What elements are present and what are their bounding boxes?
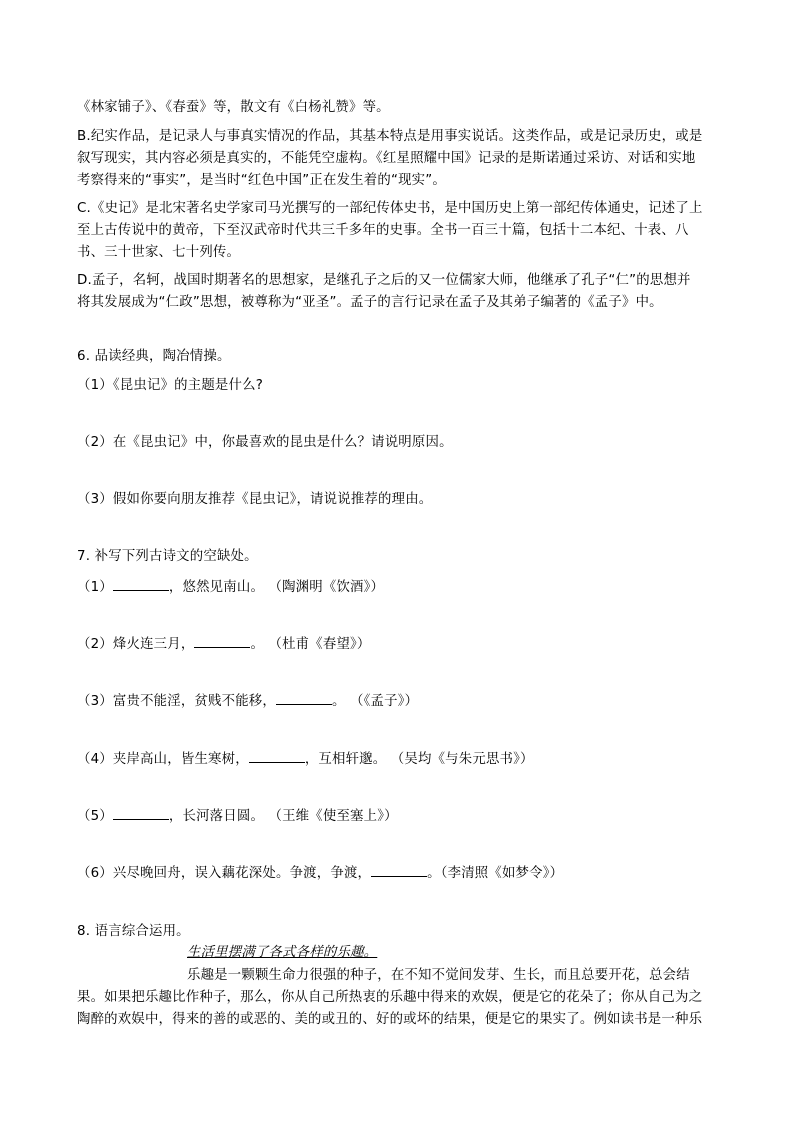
option-b-line-1: B.纪实作品，是记录人与事真实情况的作品，其基本特点是用事实说话。这类作品，或是记录历史，或是 [77,129,703,144]
fill-blank[interactable] [371,862,427,877]
sentence-suffix: 。 （杜甫《春望》） [250,637,371,652]
option-c-line-1: C.《史记》是北宋著名史学家司马光撰写的一部纪传体史书，是中国历史上第一部纪传体通史，记述了上 [77,201,703,216]
passage-line-1: 乐趣是一颗颗生命力很强的种子，在不知不觉间发芽、生长，而且总要开花，总会结 [187,968,690,983]
question-7-sentence-6 [77,862,717,884]
sentence-suffix: ，悠然见南山。 （陶渊明《饮酒》） [168,580,385,595]
fill-blank[interactable] [113,576,169,591]
sentence-prefix: （2）烽火连三月， [77,637,195,652]
option-b-line-2: 叙写现实，其内容必须是真实的，不能凭空虚构。《红星照耀中国》记录的是斯诺通过采访、对话和实地 [77,151,696,166]
sentence-suffix: 。（李清照《如梦令》） [427,866,564,881]
question-8-title: 8. 语言综合运用。 [77,924,190,939]
question-7-title: 7. 补写下列古诗文的空缺处。 [77,549,258,564]
option-d-line-2: 将其发展成为“仁政”思想，被尊称为“亚圣”。孟子的言行记录在孟子及其弟子编著的《孟子》中。 [77,295,663,310]
question-6-title: 6. 品读经典，陶冶情操。 [77,349,231,364]
option-c-line-2: 至上古传说中的黄帝，下至汉武帝时代共三千多年的史事。全书一百三十篇，包括十二本纪、十表、八 [77,223,689,238]
sentence-prefix: （6）兴尽晚回舟，误入藕花深处。争渡，争渡， [77,866,372,881]
passage-title: 生活里摆满了各式各样的乐趣。 [187,945,378,960]
sentence-suffix: ，长河落日圆。 （王维《使至塞上》） [168,809,398,824]
fill-blank[interactable] [113,805,169,820]
question-7-sentence-1 [77,576,717,598]
option-c-line-3: 书、三十世家、七十列传。 [77,245,241,260]
sentence-prefix: （4）夹岸高山，皆生寒树， [77,752,249,767]
question-6-sub-3: （3）假如你要向朋友推荐《昆虫记》，请说说推荐的理由。 [77,492,433,507]
sentence-prefix: （5） [77,809,113,824]
question-7-sentence-3 [77,690,717,712]
fill-blank[interactable] [194,633,250,648]
question-6-sub-1: （1）《昆虫记》的主题是什么? [77,378,264,393]
sentence-suffix: 。 （《孟子》） [332,694,419,709]
option-b-line-3: 考察得来的“事实”，是当时“红色中国”正在发生着的“现实”。 [77,173,446,188]
passage-line-2: 果。如果把乐趣比作种子，那么，你从自己所热衷的乐趣中得来的欢娱，便是它的花朵了；你从自己为之 [77,990,703,1005]
question-7-sentence-2 [77,633,717,655]
sentence-prefix: （1） [77,580,113,595]
question-6-sub-2: （2）在《昆虫记》中，你最喜欢的昆虫是什么？请说明原因。 [77,435,453,450]
passage-line-3: 陶醉的欢娱中，得来的善的或恶的、美的或丑的、好的或坏的结果，便是它的果实了。例如读书是一种乐 [77,1012,703,1027]
fill-blank[interactable] [276,690,332,705]
question-7-sentence-5 [77,805,717,827]
question-7-sentence-4 [77,748,717,770]
sentence-prefix: （3）富贵不能淫，贫贱不能移， [77,694,276,709]
option-d-line-1: D.孟子，名轲，战国时期著名的思想家，是继孔子之后的又一位儒家大师，他继承了孔子“仁”的思想并 [77,273,691,288]
intro-line: 《林家铺子》、《春蚕》等，散文有《白杨礼赞》等。 [77,100,390,115]
fill-blank[interactable] [249,748,305,763]
sentence-suffix: ，互相轩邈。 （吴均《与朱元思书》） [304,752,534,767]
